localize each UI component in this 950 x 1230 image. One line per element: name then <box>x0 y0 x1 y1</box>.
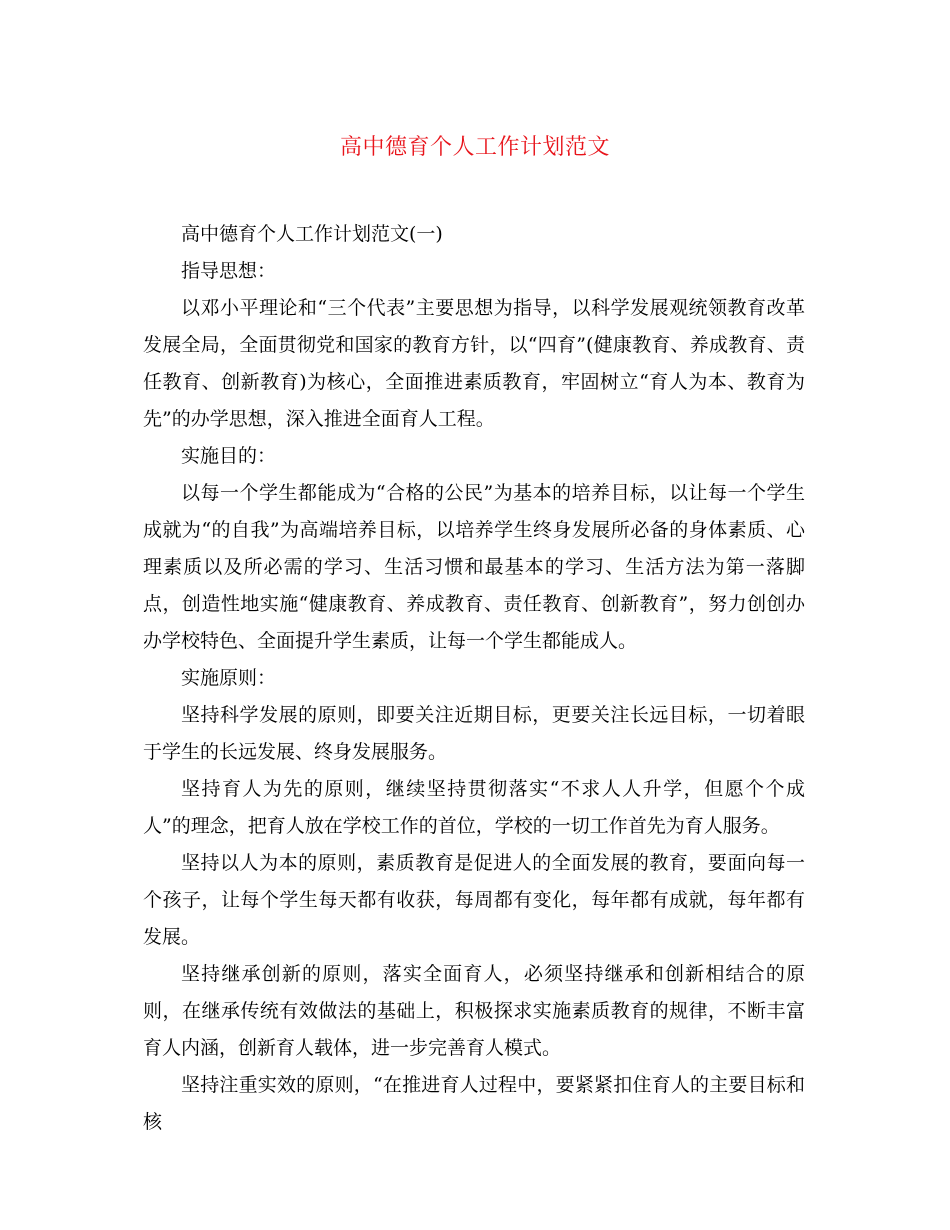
paragraph-heading-implementation-principles: 实施原则： <box>181 667 277 689</box>
paragraph: 坚持注重实效的原则，“在推进育人过程中，要紧紧扣住育人的主要目标和核 <box>143 1074 805 1133</box>
paragraph-subtitle: 高中德育个人工作计划范文(一) <box>181 223 443 245</box>
document-body <box>143 216 805 1141</box>
paragraph: 以每一个学生都能成为“合格的公民”为基本的培养目标，以让每一个学生成就为“的自我”为高端培养目标，以培养学生终身发展所必备的身体素质、心理素质以及所必需的学习、生活习惯和最基本的学习、生活方法为第一落脚点，创造性地实施“健康教育、养成教育、责任教育、创新教育”，努力创创办办学校特色、全面提升学生素质，让每一个学生都能成人。 <box>143 482 805 652</box>
paragraph-heading-implementation-goal: 实施目的： <box>181 445 277 467</box>
document-title: 高中德育个人工作计划范文 <box>339 135 610 160</box>
paragraph: 坚持育人为先的原则，继续坚持贯彻落实“不求人人升学，但愿个个成人”的理念，把育人放在学校工作的首位，学校的一切工作首先为育人服务。 <box>143 778 805 837</box>
paragraph: 坚持科学发展的原则，即要关注近期目标，更要关注长远目标，一切着眼于学生的长远发展、终身发展服务。 <box>143 704 805 763</box>
paragraph: 坚持继承创新的原则，落实全面育人，必须坚持继承和创新相结合的原则，在继承传统有效做法的基础上，积极探求实施素质教育的规律，不断丰富育人内涵，创新育人载体，进一步完善育人模式。 <box>143 963 805 1059</box>
paragraph: 坚持以人为本的原则，素质教育是促进人的全面发展的教育，要面向每一个孩子，让每个学生每天都有收获，每周都有变化，每年都有成就，每年都有发展。 <box>143 852 805 948</box>
paragraph: 以邓小平理论和“三个代表”主要思想为指导，以科学发展观统领教育改革发展全局，全面贯彻党和国家的教育方针，以“四育”(健康教育、养成教育、责任教育、创新教育)为核心，全面推进素质教育，牢固树立“育人为本、教育为先”的办学思想，深入推进全面育人工程。 <box>143 297 805 430</box>
paragraph-heading-guiding-ideology: 指导思想： <box>181 260 277 282</box>
